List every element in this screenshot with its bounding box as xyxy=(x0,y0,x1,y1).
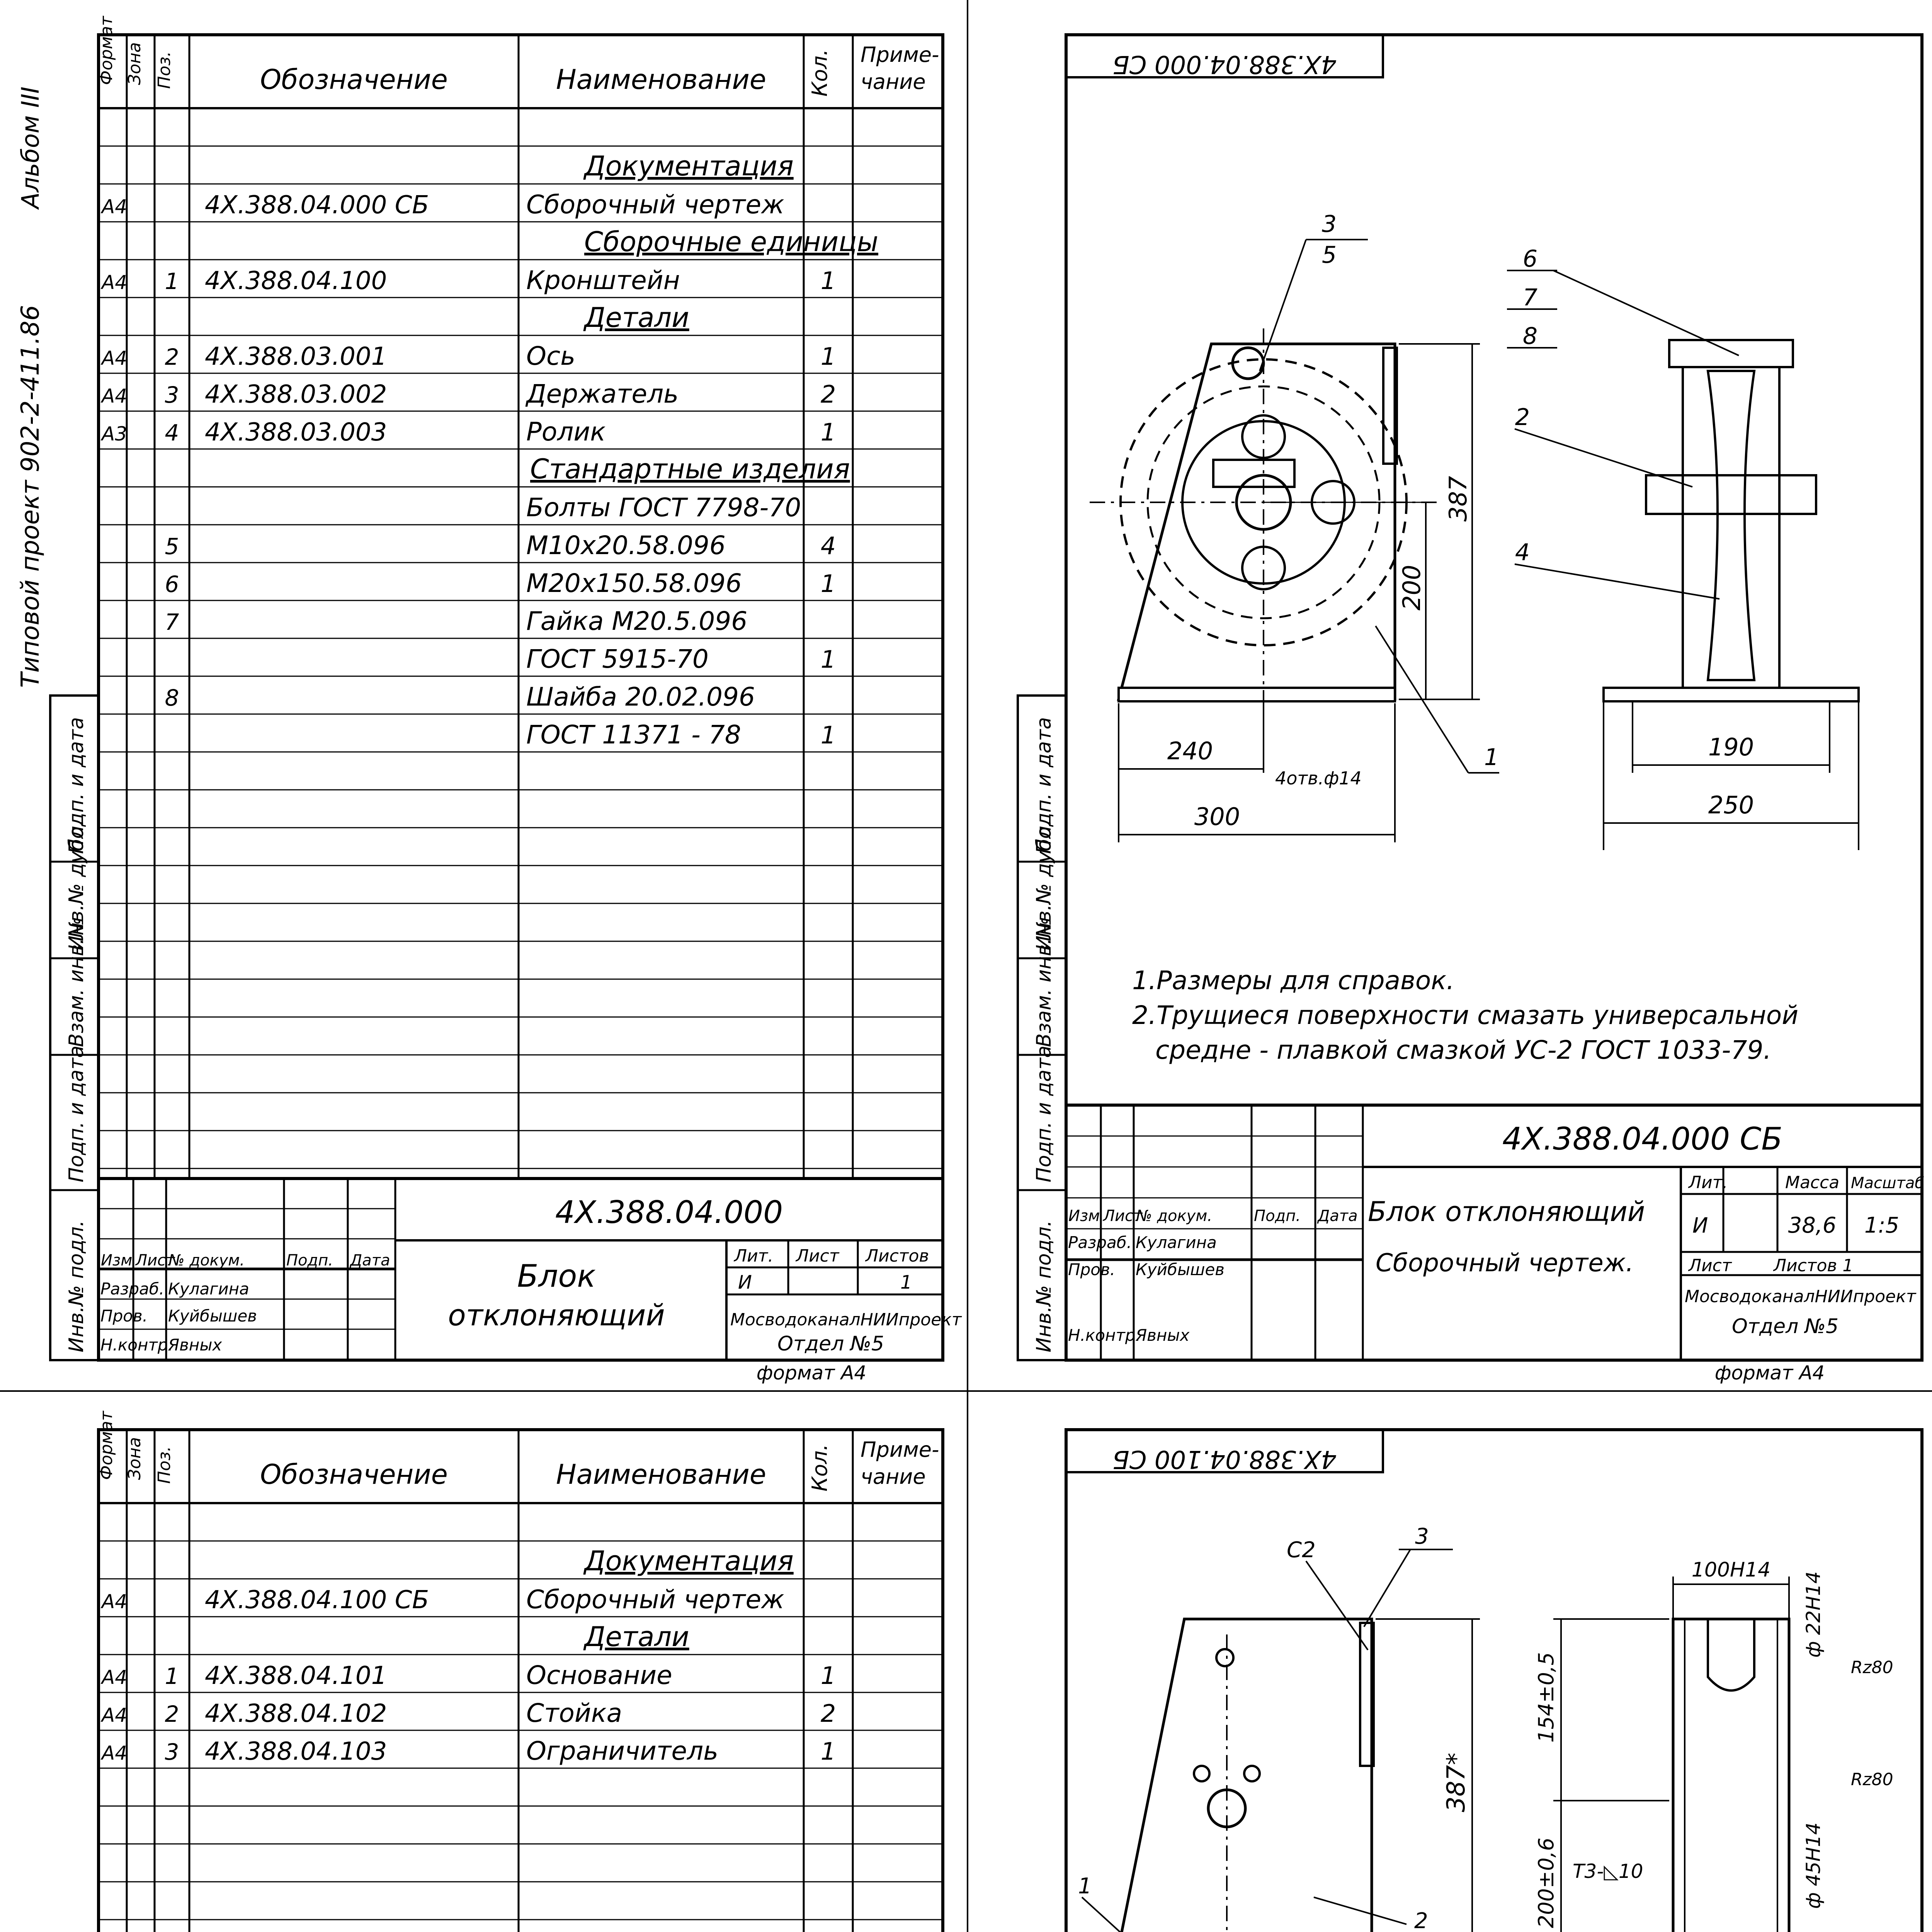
row-name: ГОСТ 5915-70 xyxy=(526,644,709,674)
role-norm: Н.контр. xyxy=(100,1335,173,1354)
row-format: А4 xyxy=(102,347,128,369)
leader xyxy=(1515,429,1692,487)
side-stamp-label: Инв.№ подл. xyxy=(65,1220,88,1352)
document-code: 4Х.388.04.000 xyxy=(555,1194,783,1230)
side-stamp-label: Инв.№ дубл. xyxy=(65,819,88,951)
row-name: ГОСТ 11371 - 78 xyxy=(526,720,741,750)
row-designation: 4Х.388.04.100 xyxy=(205,267,387,295)
bracket-outline xyxy=(1119,344,1395,699)
note-1: 1.Размеры для справок. xyxy=(1132,966,1455,995)
col-qty: Кол. xyxy=(808,1444,832,1492)
lit-label: Лит. xyxy=(734,1246,774,1266)
row-qty: 4 xyxy=(820,532,836,560)
rotated-code: 4Х.388.04.100 СБ xyxy=(1112,1445,1337,1473)
row-name: М20х150.58.096 xyxy=(526,568,742,598)
col-pos: Поз. xyxy=(155,1446,174,1484)
row-qty: 1 xyxy=(820,267,836,295)
callout-3: 3 xyxy=(1321,211,1337,238)
col-zone: Зона xyxy=(125,1437,145,1480)
row-pos: 7 xyxy=(165,609,179,635)
norm-name: Явных xyxy=(1136,1326,1190,1345)
row-format: А4 xyxy=(102,1704,128,1726)
dev-name: Кулагина xyxy=(1136,1233,1217,1252)
row-designation: 4Х.388.04.101 xyxy=(205,1662,387,1690)
row-format: А4 xyxy=(102,196,128,218)
hole-small-right xyxy=(1244,1766,1260,1781)
leader xyxy=(1553,270,1739,355)
side-stamp-label: Взам. инв.№ xyxy=(65,917,88,1047)
side-stamp-label: Взам. инв.№ xyxy=(1032,917,1056,1047)
row-pos: 1 xyxy=(165,1663,179,1689)
side-stamp-label: Подп. и дата xyxy=(1032,1045,1056,1182)
col-name: Наименование xyxy=(556,1459,766,1490)
side-stamp-label: Подп. и дата xyxy=(65,1045,88,1182)
role-dev: Разраб. xyxy=(1068,1233,1132,1252)
side-roller xyxy=(1708,371,1754,680)
format-note: формат А4 xyxy=(1714,1362,1825,1384)
row-name: Шайба 20.02.096 xyxy=(526,682,755,712)
org-line-1: МосводоканалНИИпроект xyxy=(730,1310,962,1330)
lit-value: И xyxy=(1692,1213,1708,1238)
section-title: Детали xyxy=(584,1621,689,1653)
row-pos: 3 xyxy=(165,1739,179,1765)
row-name: М10х20.58.096 xyxy=(526,531,726,560)
note-3: средне - плавкой смазкой УС-2 ГОСТ 1033-79. xyxy=(1155,1035,1772,1065)
row-qty: 1 xyxy=(820,721,836,749)
col-format: Формат xyxy=(97,16,116,85)
side-post xyxy=(1673,1619,1789,1932)
callout-4: 4 xyxy=(1515,539,1530,566)
side-top-bar xyxy=(1669,340,1793,367)
col-designation: Обозначение xyxy=(260,64,448,95)
row-designation: 4Х.388.03.002 xyxy=(205,380,387,409)
row-format: А4 xyxy=(102,1590,128,1613)
dim-200-label: 200 xyxy=(1398,565,1426,611)
col-qty: Кол. xyxy=(808,49,832,97)
check-name: Куйбышев xyxy=(168,1306,257,1325)
check-name: Куйбышев xyxy=(1136,1260,1225,1279)
row-qty: 1 xyxy=(820,1662,836,1690)
rotated-code: 4Х.388.04.000 СБ xyxy=(1112,50,1337,78)
stamp-col-label: Лист xyxy=(136,1252,175,1269)
callout-1: 1 xyxy=(1484,744,1499,771)
row-qty: 1 xyxy=(820,418,836,446)
stamp-col-label: Дата xyxy=(1318,1207,1358,1225)
note-2: 2.Трущиеся поверхности смазать универсальной xyxy=(1132,1000,1799,1030)
col-note-2: чание xyxy=(861,1464,926,1489)
row-qty: 1 xyxy=(820,342,836,371)
row-format: А4 xyxy=(102,1666,128,1689)
hole-small-left xyxy=(1194,1766,1209,1781)
dim-190-label: 190 xyxy=(1708,733,1754,761)
col-note-1: Приме- xyxy=(861,43,939,67)
col-format: Формат xyxy=(97,1411,116,1480)
org-line-2: Отдел №5 xyxy=(1731,1315,1839,1338)
limiter-pin xyxy=(1233,348,1264,379)
chamfer-label: С2 xyxy=(1287,1537,1316,1563)
row-pos: 5 xyxy=(165,533,179,560)
col-designation: Обозначение xyxy=(260,1459,448,1490)
dim-200-label: 200±0,6 xyxy=(1534,1837,1558,1928)
base-plate xyxy=(1119,688,1395,701)
stamp-col-label: Подп. xyxy=(1254,1207,1301,1225)
dev-name: Кулагина xyxy=(168,1279,249,1298)
side-stamp-label: Подп. и дата xyxy=(1032,717,1056,854)
drawing-title-1: Блок отклоняющий xyxy=(1368,1196,1645,1228)
side-stamp-label: Инв.№ дубл. xyxy=(1032,819,1056,951)
callout-5: 5 xyxy=(1321,242,1337,269)
callout-2: 2 xyxy=(1515,404,1530,431)
scale-label: Масштаб xyxy=(1851,1174,1925,1192)
callout-2: 2 xyxy=(1414,1908,1428,1932)
stamp-col-label: Подп. xyxy=(286,1252,333,1269)
drawing-frame xyxy=(1066,1430,1922,1932)
callout-6: 6 xyxy=(1522,245,1538,272)
row-qty: 2 xyxy=(820,380,836,408)
side-body xyxy=(1683,367,1779,688)
title-name-1: Блок xyxy=(517,1258,596,1294)
role-check: Пров. xyxy=(1068,1260,1116,1279)
rz-1: Rz80 xyxy=(1851,1658,1893,1677)
row-name: Сборочный чертеж xyxy=(526,190,784,219)
row-format: А3 xyxy=(102,423,128,445)
col-note-1: Приме- xyxy=(861,1437,939,1462)
col-name: Наименование xyxy=(556,64,766,95)
sheet-label: Лист xyxy=(796,1246,839,1266)
callout-7: 7 xyxy=(1522,284,1538,311)
row-format: А4 xyxy=(102,1742,128,1764)
side-slot xyxy=(1708,1619,1754,1690)
row-name: Ось xyxy=(526,341,576,371)
dim-100-label: 100Н14 xyxy=(1691,1558,1771,1582)
leader xyxy=(1364,1549,1410,1627)
scale-value: 1:5 xyxy=(1864,1213,1900,1238)
role-dev: Разраб. xyxy=(100,1279,165,1298)
drawing-code: 4Х.388.04.000 СБ xyxy=(1502,1121,1783,1157)
dim-240-label: 240 xyxy=(1167,737,1213,765)
row-pos: 2 xyxy=(165,1701,179,1727)
row-name: Гайка М20.5.096 xyxy=(526,606,748,636)
row-designation: 4Х.388.04.100 СБ xyxy=(205,1586,429,1614)
org-line-1: МосводоканалНИИпроект xyxy=(1685,1287,1916,1306)
row-pos: 8 xyxy=(165,685,179,711)
dim-387-label: 387 xyxy=(1444,476,1472,522)
section-title: Сборочные единицы xyxy=(584,226,878,258)
row-pos: 2 xyxy=(165,344,179,370)
side-axle-bar xyxy=(1646,475,1816,514)
col-zone: Зона xyxy=(125,42,145,85)
dim-387-label: 387* xyxy=(1442,1752,1471,1812)
row-qty: 1 xyxy=(820,570,836,598)
sheets-value: 1 xyxy=(900,1272,912,1293)
row-qty: 1 xyxy=(820,1737,836,1765)
row-qty: 2 xyxy=(820,1699,836,1728)
col-pos: Поз. xyxy=(155,51,174,89)
stamp-col-label: Лист xyxy=(1103,1207,1143,1225)
leader xyxy=(1314,1897,1406,1924)
side-stamp-label: Инв.№ подл. xyxy=(1032,1220,1056,1352)
hole-small-top xyxy=(1216,1649,1233,1666)
role-norm: Н.контр. xyxy=(1068,1326,1141,1345)
row-pos: 1 xyxy=(165,268,179,294)
row-name: Ролик xyxy=(526,417,606,447)
row-name: Стойка xyxy=(526,1698,622,1728)
org-line-2: Отдел №5 xyxy=(777,1332,884,1355)
section-title: Документация xyxy=(584,150,794,182)
row-designation: 4Х.388.04.102 xyxy=(205,1699,387,1728)
stamp-col-label: № докум. xyxy=(168,1252,245,1269)
dim-300-label: 300 xyxy=(1194,803,1240,831)
rz-2: Rz80 xyxy=(1851,1770,1893,1789)
row-pos: 3 xyxy=(165,382,179,408)
callout-3: 3 xyxy=(1415,1524,1429,1549)
weld-label: Т3-◺10 xyxy=(1573,1860,1643,1883)
project-label: Типовой проект 902-2-411.86 xyxy=(16,305,45,688)
row-pos: 4 xyxy=(165,420,179,446)
bracket-outline xyxy=(1111,1619,1372,1932)
row-designation: 4Х.388.04.103 xyxy=(205,1737,387,1766)
stamp-col-label: Изм xyxy=(101,1252,133,1269)
row-designation: 4Х.388.04.000 СБ xyxy=(205,191,429,219)
row-name: Болты ГОСТ 7798-70 xyxy=(526,493,801,522)
role-check: Пров. xyxy=(100,1306,148,1325)
sheets-label: Листов xyxy=(866,1246,929,1266)
drawing-title-2: Сборочный чертеж. xyxy=(1376,1249,1634,1277)
norm-name: Явных xyxy=(168,1335,222,1354)
album-label: Альбом III xyxy=(16,86,44,209)
dim-250-label: 250 xyxy=(1708,791,1754,819)
col-note-2: чание xyxy=(861,70,926,94)
section-title: Стандартные изделия xyxy=(530,453,850,485)
section-title: Детали xyxy=(584,302,689,333)
leader xyxy=(1515,564,1719,599)
row-name: Основание xyxy=(526,1660,672,1690)
callout-1: 1 xyxy=(1078,1874,1092,1899)
row-name: Кронштейн xyxy=(526,265,680,295)
dim-45-label: ф 45Н14 xyxy=(1802,1822,1825,1909)
stamp-col-label: № докум. xyxy=(1136,1207,1213,1225)
sheet-label: Лист xyxy=(1689,1256,1732,1276)
row-qty: 1 xyxy=(820,645,836,673)
holes-label: 4отв.ф14 xyxy=(1275,768,1362,789)
sheets-label: Листов 1 xyxy=(1774,1256,1854,1276)
leader xyxy=(1260,240,1306,371)
side-stamp-label: Подп. и дата xyxy=(65,717,88,854)
format-note: формат А4 xyxy=(756,1362,867,1384)
row-designation: 4Х.388.03.003 xyxy=(205,418,387,447)
section-title: Документация xyxy=(584,1545,794,1577)
row-pos: 6 xyxy=(165,571,179,597)
row-name: Держатель xyxy=(526,379,679,409)
leader xyxy=(1306,1561,1368,1650)
title-name-2: отклоняющий xyxy=(448,1298,665,1332)
row-name: Ограничитель xyxy=(526,1736,719,1766)
dim-154-label: 154±0,5 xyxy=(1534,1652,1558,1743)
mass-label: Масса xyxy=(1785,1173,1840,1192)
lit-value: И xyxy=(738,1272,752,1293)
lit-label: Лит. xyxy=(1689,1173,1728,1192)
row-designation: 4Х.388.03.001 xyxy=(205,342,387,371)
row-name: Сборочный чертеж xyxy=(526,1585,784,1614)
mass-value: 38,6 xyxy=(1788,1213,1837,1238)
row-format: А4 xyxy=(102,385,128,407)
stamp-col-label: Дата xyxy=(350,1252,390,1269)
row-format: А4 xyxy=(102,271,128,294)
callout-8: 8 xyxy=(1522,323,1538,350)
dim-22-label: ф 22Н14 xyxy=(1802,1571,1825,1658)
stamp-col-label: Изм xyxy=(1068,1207,1100,1225)
side-base-plate xyxy=(1604,688,1859,701)
